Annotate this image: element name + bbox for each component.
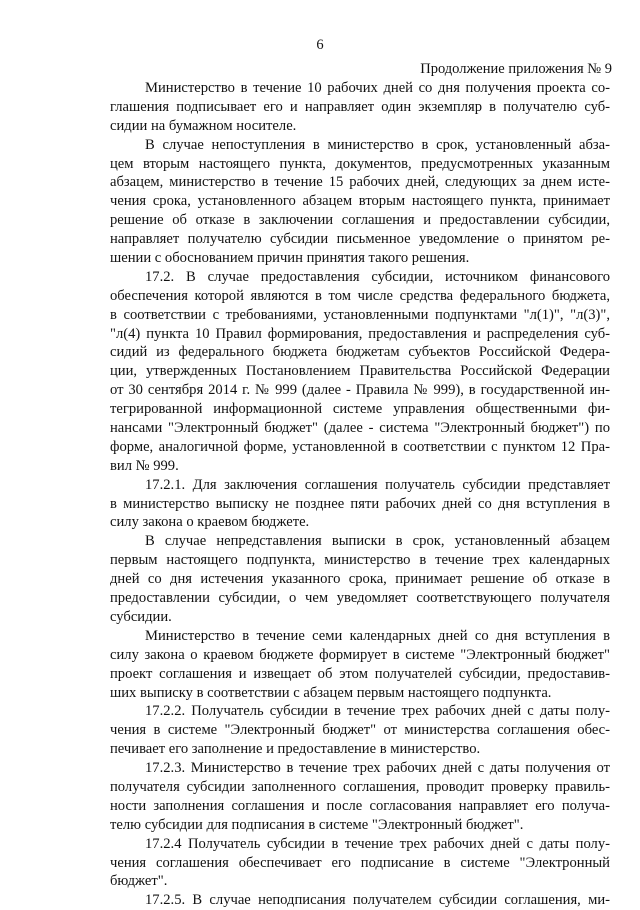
text-line: субсидии. xyxy=(110,608,172,625)
paragraph xyxy=(110,268,610,476)
paragraph xyxy=(110,759,610,835)
text-line: глашения подписывает его и направляет один экземпляр в получателю суб- xyxy=(110,98,610,115)
text-line: проект соглашения и извещает об этом получателей субсидии, предоставив- xyxy=(110,665,610,682)
text-line: 17.2. В случае предоставления субсидии, источником финансового xyxy=(145,268,610,285)
text-line: бюджет". xyxy=(110,873,168,890)
continuation-label: Продолжение приложения № 9 xyxy=(420,61,612,77)
text-line: дней со дня истечения указанного срока, принимает решение об отказе в xyxy=(110,571,610,588)
text-line: тегрированной информационной системе управления общественными фи- xyxy=(110,401,610,418)
text-line: нансами "Электронный бюджет" (далее - система "Электронный бюджет") по xyxy=(110,420,610,437)
text-line: "л(4) пункта 10 Правил формирования, предоставления и распределения суб- xyxy=(110,325,610,342)
text-line: получателя субсидии заполненного соглашения, проводит проверку правиль- xyxy=(110,778,610,795)
text-line: первым настоящего подпункта, министерство в течение трех календарных xyxy=(110,552,610,569)
text-line: сидии на бумажном носителе. xyxy=(110,117,297,134)
text-line: сидий из федерального бюджета бюджетам субъектов Российской Федера- xyxy=(110,344,610,361)
text-line: абзацем, министерство в течение 15 рабочих дней, следующих за днем исте- xyxy=(110,174,610,191)
text-line: в соответствии с требованиями, установленными подпунктами "л(1)", "л(3)", xyxy=(110,306,610,323)
text-line: ности заполнения соглашения и после согласования направляет его получа- xyxy=(110,797,610,814)
text-line: 17.2.4 Получатель субсидии в течение трех рабочих дней с даты полу- xyxy=(145,835,610,852)
paragraph xyxy=(110,627,610,703)
text-line: В случае непоступления в министерство в срок, установленный абза- xyxy=(145,136,610,153)
text-line: телю субсидии для подписания в системе "Электронный бюджет". xyxy=(110,816,524,833)
text-line: 17.2.5. В случае неподписания получателем субсидии соглашения, ми- xyxy=(145,892,610,909)
text-line: цем вторым настоящего пункта, документов, предусмотренных указанным xyxy=(110,155,610,172)
text-line: силу закона о краевом бюджете формирует в системе "Электронный бюджет" xyxy=(110,646,610,663)
text-line: решение об отказе в заключении соглашения и предоставлении субсидии, xyxy=(110,212,610,229)
paragraph xyxy=(110,79,610,136)
text-line: Министерство в течение 10 рабочих дней со дня получения проекта со- xyxy=(145,80,610,96)
page-number: 6 xyxy=(316,37,324,53)
paragraph xyxy=(110,891,610,910)
text-line: Министерство в течение семи календарных дней со дня вступления в xyxy=(145,627,610,644)
document-body xyxy=(110,79,610,910)
text-line: печивает его заполнение и предоставление в министерство. xyxy=(110,741,481,758)
paragraph xyxy=(110,136,610,268)
paragraph xyxy=(110,476,610,533)
text-line: предоставлении субсидии, о чем уведомляет соответствующего получателя xyxy=(110,590,610,607)
text-line: в министерство выписку не позднее пяти рабочих дней со дня вступления в xyxy=(110,495,610,512)
text-line: ции, утвержденных Постановлением Правительства Российской Федерации xyxy=(110,363,610,380)
text-line: силу закона о краевом бюджете. xyxy=(110,514,310,531)
text-line: обеспечения которой являются в том числе средства федерального бюджета, xyxy=(110,287,610,304)
text-line: ших выписку в соответствии с абзацем первым настоящего подпункта. xyxy=(110,684,552,701)
paragraph xyxy=(110,532,610,626)
text-line: 17.2.2. Получатель субсидии в течение трех рабочих дней с даты полу- xyxy=(145,703,610,720)
text-line: чения соглашения обеспечивает его подписание в системе "Электронный xyxy=(110,854,610,871)
text-line: шении с обоснованием причин принятия такого решения. xyxy=(110,250,470,267)
text-line: форме, аналогичной форме, установленной в соответствии с пунктом 12 Пра- xyxy=(110,438,610,455)
text-line: 17.2.1. Для заключения соглашения получатель субсидии представляет xyxy=(145,476,610,493)
text-line: направляет получателю субсидии письменное уведомление о принятом ре- xyxy=(110,231,610,248)
paragraph xyxy=(110,702,610,759)
text-line: В случае непредставления выписки в срок, установленный абзацем xyxy=(145,533,610,550)
text-line: от 30 сентября 2014 г. № 999 (далее - Правила № 999), в государственной ин- xyxy=(110,382,610,399)
text-line: 17.2.3. Министерство в течение трех рабочих дней с даты получения от xyxy=(145,760,610,777)
text-line: чения срока, установленного абзацем вторым настоящего пункта, принимает xyxy=(110,193,610,210)
text-line: вил № 999. xyxy=(110,457,179,474)
text-line: чения в системе "Электронный бюджет" от министерства соглашения обес- xyxy=(110,722,610,739)
paragraph xyxy=(110,835,610,892)
